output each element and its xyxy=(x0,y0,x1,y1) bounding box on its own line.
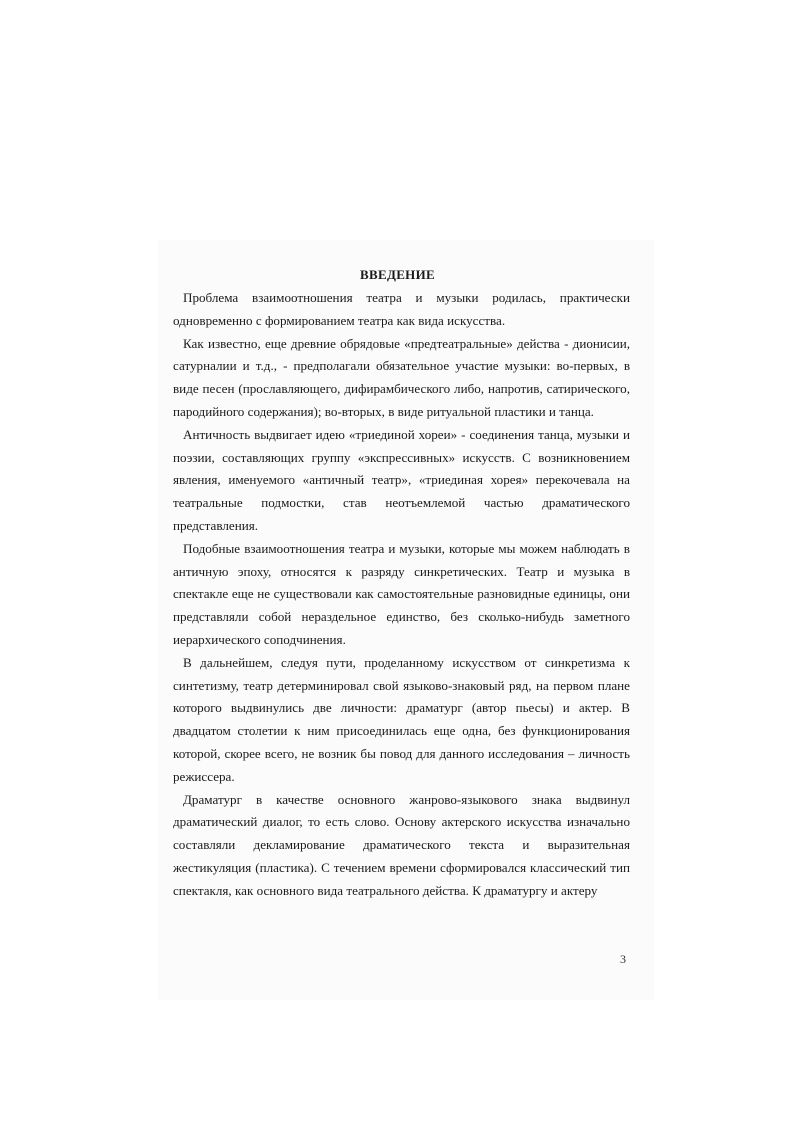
page-number: 3 xyxy=(620,952,626,966)
section-heading: ВВЕДЕНИЕ xyxy=(360,267,435,282)
body-text xyxy=(173,287,630,903)
paragraph-2: Как известно, еще древние обрядовые «предтеатральные» действа - дионисии, сатурналии и т.д., - предполагали обязательное участие музыки: во-первых, в виде песен (прославляющего, дифирамбического либо, напротив, сатирического, пародийного содержания); во-вторых, в виде ритуальной пластики и танца. xyxy=(173,335,630,419)
paragraph-5: В дальнейшем, следуя пути, проделанному искусством от синкретизма к синтетизму, театр детерминировал свой языково-знаковый ряд, на первом плане которого выдвинулись две личности: драматург (автор пьесы) и актер. В двадцатом столетии к ним присоединилась еще одна, без функционирования которой, скорее всего, не возник бы повод для данного исследования – личность режиссера. xyxy=(173,654,630,784)
paragraph-6: Драматург в качестве основного жанрово-языкового знака выдвинул драматический диалог, то есть слово. Основу актерского искусства изначально составляли декламирование драматического текста и выразительная жестикуляция (пластика). С течением времени сформировался классический тип спектакля, как основного вида театрального действа. К драматургу и актеру xyxy=(173,791,630,898)
paragraph-3: Античность выдвигает идею «триединой хореи» - соединения танца, музыки и поэзии, составляющих группу «экспрессивных» искусств. С возникновением явления, именуемого «античный театр», «триединая хорея» перекочевала на театральные подмостки, став неотъемлемой частью драматического представления. xyxy=(173,426,630,533)
paragraph-4: Подобные взаимоотношения театра и музыки, которые мы можем наблюдать в античную эпоху, относятся к разряду синкретических. Театр и музыка в спектакле еще не существовали как самостоятельные разновидные единицы, они представляли собой нераздельное единство, без сколько-нибудь заметного иерархического соподчинения. xyxy=(173,540,630,647)
paragraph-1: Проблема взаимоотношения театра и музыки родилась, практически одновременно с формированием театра как вида искусства. xyxy=(173,290,630,328)
